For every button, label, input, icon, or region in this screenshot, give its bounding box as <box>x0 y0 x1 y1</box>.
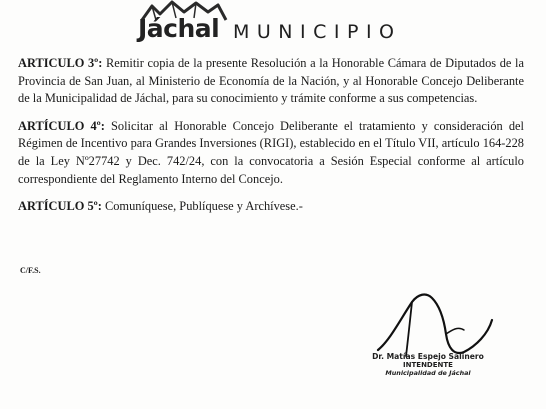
signatory-organization: Municipalidad de Jáchal <box>385 369 471 377</box>
article-5 <box>18 198 524 216</box>
letterhead <box>0 0 546 48</box>
signatory-name: Dr. Matías Espejo Salinero <box>372 352 484 361</box>
logo-wordmark: Jáchal <box>138 14 220 43</box>
article-label: ARTICULO 3º: <box>18 56 103 70</box>
article-text: Solicitar al Honorable Concejo Deliberante el tratamiento y consideración del Régimen de Incentivo para Grandes Inversiones (RIGI), establecido en el Título VII, artículo 164-228 de la Ley Nº27742 y Dec. 742/24, con la convocatoria a Sesión Especial conforme al artículo correspondiente del Reglamento Interno del Concejo. <box>18 118 524 186</box>
document-body <box>18 55 524 226</box>
article-label: ARTÍCULO 4º: <box>18 118 105 133</box>
article-text: Remitir copia de la presente Resolución a la Honorable Cámara de Diputados de la Provincia de San Juan, al Ministerio de Economía de la Nación, y al Honorable Concejo Deliberante de la Municipalidad de Jáchal, para su conocimiento y trámite conforme a sus competencias. <box>18 56 524 106</box>
initials-reference: C/F.S. <box>20 266 41 275</box>
article-4 <box>18 118 524 188</box>
signature-block <box>368 352 488 377</box>
article-3 <box>18 55 524 108</box>
signatory-role: INTENDENTE <box>403 361 453 369</box>
article-label: ARTÍCULO 5º: <box>18 199 102 214</box>
logo-municipio-text: MUNICIPIO <box>233 21 402 43</box>
article-text: Comuníquese, Publíquese y Archívese.- <box>104 199 303 214</box>
